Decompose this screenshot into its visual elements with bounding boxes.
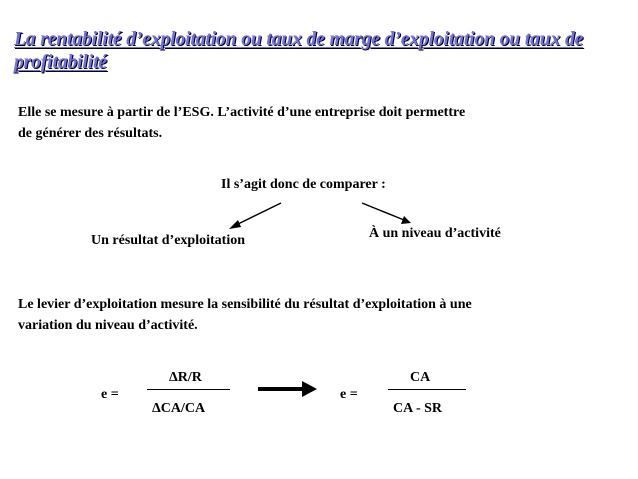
formula2-lhs: e =: [340, 387, 358, 402]
left-branch-arrowhead: [229, 220, 241, 229]
formula1-denominator: ΔCA/CA: [152, 401, 206, 416]
intro-paragraph-line-2: de générer des résultats.: [18, 126, 163, 141]
formula1-fraction-bar: [147, 389, 230, 390]
slide-title: La rentabilité d’exploitation ou taux de marge d’exploitation ou taux de profitabilité: [14, 29, 584, 73]
formula2-denominator: CA - SR: [393, 401, 443, 416]
intro-paragraph-line-1: Elle se mesure à partir de l’ESG. L’activité d’une entreprise doit permettre: [18, 105, 466, 120]
compare-label: Il s’agit donc de comparer :: [221, 177, 386, 192]
formula1-lhs: e =: [101, 387, 119, 402]
formula2-fraction-bar: [388, 389, 466, 390]
lever-paragraph-line-2: variation du niveau d’activité.: [18, 318, 198, 333]
branch-right-label: À un niveau d’activité: [369, 226, 501, 241]
branch-left-label: Un résultat d’exploitation: [91, 233, 245, 248]
left-branch-arrow: [236, 203, 281, 225]
right-branch-arrow: [362, 203, 404, 220]
lever-paragraph: [18, 294, 472, 336]
lever-paragraph-line-1: Le levier d’exploitation mesure la sensibilité du résultat d’exploitation à une: [18, 297, 472, 312]
formula1-numerator: ΔR/R: [169, 370, 202, 385]
formula-arrowhead: [302, 381, 317, 397]
formula2-numerator: CA: [410, 370, 431, 385]
